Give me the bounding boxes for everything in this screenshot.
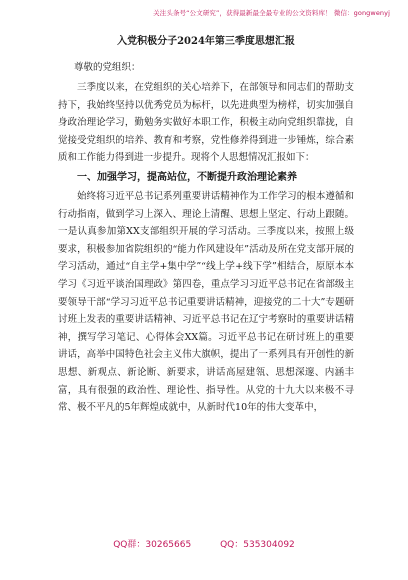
footer-contact [0,537,408,550]
section-heading: 一、加强学习，提高站位，不断提升政治理论素养 [77,171,297,183]
section-paragraph: 始终将习近平总书记系列重要讲话精神作为工作学习的根本遵循和行动指南，做到学习上深入、理论上清醒、思想上坚定、行动上跟随。一是认真参加第XX支部组织开展的学习活动。三季度以来，按照上级要求，积极参加省院组织的“能力作风建设年”活动及所在党支部开展的学习活动，通过“自主学+集中学”“线上学+线下学”相结合，原原本本学习《习近平谈治国理政》第四卷，重点学习习近平总书记在省部级主要领导干部“学习习近平总书记重要讲话精神，迎接党的二十大”专题研讨班上发表的重要讲话精神、习近平总书记在辽宁考察时的重要讲话精神，撰写学习笔记、心得体会XX篇。习近平总书记在研讨班上的重要讲话，高举中国特色社会主义伟大旗帜，提出了一系列具有开创性的新思想、新观点、新论断、新要求，讲话高屋建瓴、思想深邃、内涵丰富，具有很强的政治性、理论性、指导性。从党的十九大以来极不寻常、极不平凡的5年辉煌成就中，从新时代10年的伟大变革中， [58,190,354,414]
salutation: 尊敬的党组织： [74,62,141,73]
document-title: 入党积极分子2024年第三季度思想汇报 [117,36,295,47]
intro-paragraph: 三季度以来，在党组织的关心培养下，在部领导和同志们的帮助支持下，我始终坚持以优秀党员为标杆，以先进典型为榜样，切实加强自身政治理论学习，勤勉务实做好本职工作，积极主动向党组织靠拢，自觉接受党组织的培养、教育和考察，党性修养得到进一步锤炼，综合素质和工作能力得到进一步提升。现将个人思想情况汇报如下： [58,82,354,164]
document-body [58,22,354,417]
footer-qq-group: QQ群：30265665 [113,540,192,550]
footer-qq: QQ：535304092 [220,540,295,550]
header-banner: 关注头条号“公文研究”，获得最新最全最专业的公文资料库！ 微信：gongwenyj [153,9,390,17]
